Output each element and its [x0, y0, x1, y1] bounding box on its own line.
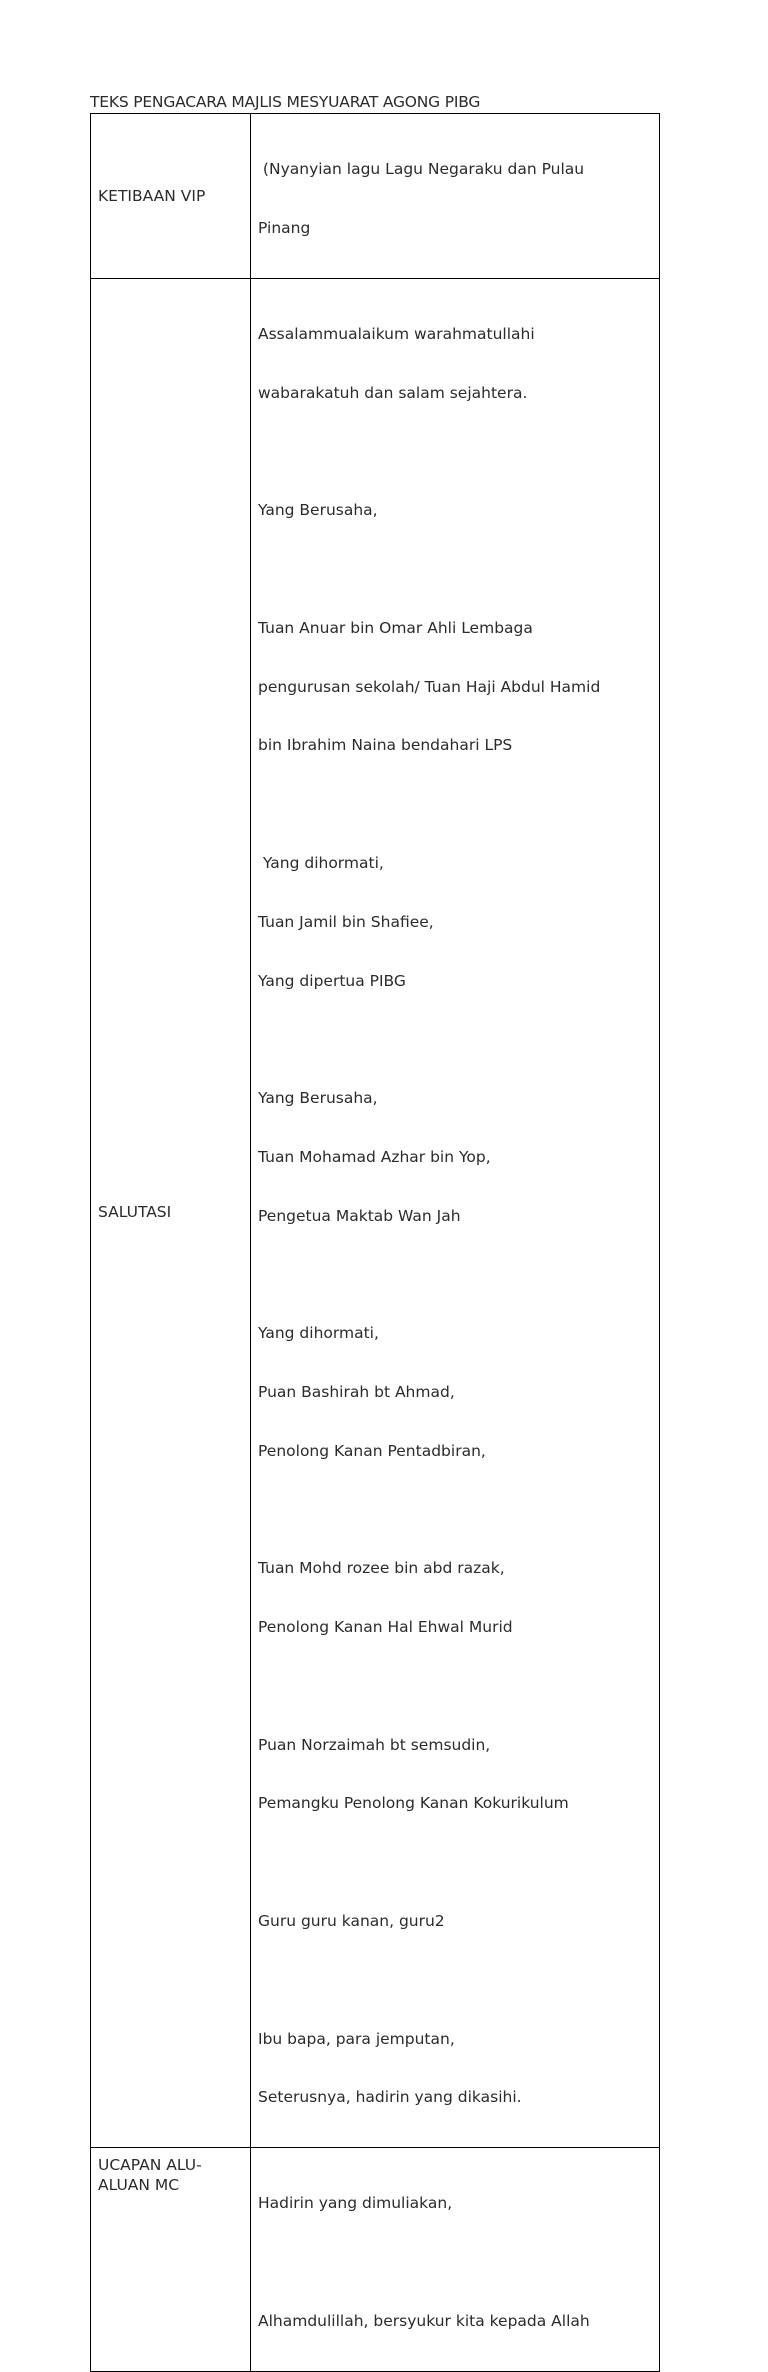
- content-line: Ibu bapa, para jemputan,: [258, 2029, 455, 2048]
- content-paragraph: [258, 286, 653, 443]
- row-content-cell: [251, 114, 660, 279]
- content-line: Puan Bashirah bt Ahmad,: [258, 1383, 455, 1401]
- content-line: wabarakatuh dan salam sejahtera.: [258, 383, 528, 402]
- content-line: Puan Norzaimah bt semsudin,: [258, 1735, 491, 1754]
- content-paragraph: [258, 1050, 653, 1266]
- content-paragraph: [258, 462, 653, 560]
- content-paragraph: [258, 1520, 653, 1677]
- table-row-salutasi: [91, 278, 660, 2147]
- content-line: Tuan Anuar bin Omar Ahli Lembaga: [258, 618, 533, 637]
- content-line: bin Ibrahim Naina bendahari LPS: [258, 736, 513, 755]
- content-line: Tuan Mohamad Azhar bin Yop,: [258, 1147, 491, 1166]
- content-line: Alhamdulillah, bersyukur kita kepada Allah: [258, 2311, 590, 2330]
- row-label-cell: [91, 278, 251, 2147]
- agenda-table: [90, 113, 660, 2372]
- row-content-cell: [251, 2148, 660, 2372]
- content-line: Seterusnya, hadirin yang dikasihi.: [258, 2088, 522, 2107]
- content-line: pengurusan sekolah/ Tuan Haji Abdul Hamid: [258, 677, 601, 696]
- content-line: Tuan Jamil bin Shafiee,: [258, 912, 434, 931]
- content-paragraph: [258, 2273, 653, 2371]
- content-line: (Nyanyian lagu Lagu Negaraku dan Pulau: [258, 160, 585, 179]
- row-label: KETIBAAN VIP: [98, 187, 206, 206]
- content-paragraph: [258, 121, 653, 278]
- row-content-cell: [251, 278, 660, 2147]
- content-paragraph: [258, 1873, 653, 1971]
- row-label-line: ALUAN MC: [98, 2175, 180, 2194]
- row-label-cell: [91, 114, 251, 279]
- content-line: Yang dihormati,: [258, 1324, 379, 1343]
- content-paragraph: [258, 2155, 653, 2253]
- content-paragraph: [258, 580, 653, 796]
- content-line: Pemangku Penolong Kanan Kokurikulum: [258, 1794, 569, 1813]
- content-line: Pinang: [258, 218, 311, 237]
- content-line: Guru guru kanan, guru2: [258, 1912, 445, 1931]
- content-line: Yang Berusaha,: [258, 501, 378, 520]
- content-line: Yang Berusaha,: [258, 1089, 378, 1108]
- content-paragraph: [258, 815, 653, 1031]
- content-line: Hadirin yang dimuliakan,: [258, 2194, 453, 2213]
- content-line: Assalammualaikum warahmatullahi: [258, 324, 535, 343]
- content-paragraph: [258, 1990, 653, 2147]
- table-row-ketibaan-vip: [91, 114, 660, 279]
- row-label-cell: [91, 2148, 251, 2372]
- content-line: Yang dipertua PIBG: [258, 971, 406, 990]
- row-label-line: UCAPAN ALU-: [98, 2156, 202, 2175]
- content-line: Penolong Kanan Pentadbiran,: [258, 1441, 486, 1460]
- content-line: Penolong Kanan Hal Ehwal Murid: [258, 1618, 513, 1637]
- row-label: SALUTASI: [98, 1203, 172, 1222]
- document-title: TEKS PENGACARA MAJLIS MESYUARAT AGONG PIBG: [90, 93, 481, 111]
- table-row-ucapan-alu-aluan: [91, 2148, 660, 2372]
- content-line: Pengetua Maktab Wan Jah: [258, 1206, 461, 1225]
- content-line: Tuan Mohd rozee bin abd razak,: [258, 1559, 505, 1578]
- content-line: Yang dihormati,: [258, 853, 384, 872]
- content-paragraph: [258, 1285, 653, 1501]
- content-paragraph: [258, 1697, 653, 1854]
